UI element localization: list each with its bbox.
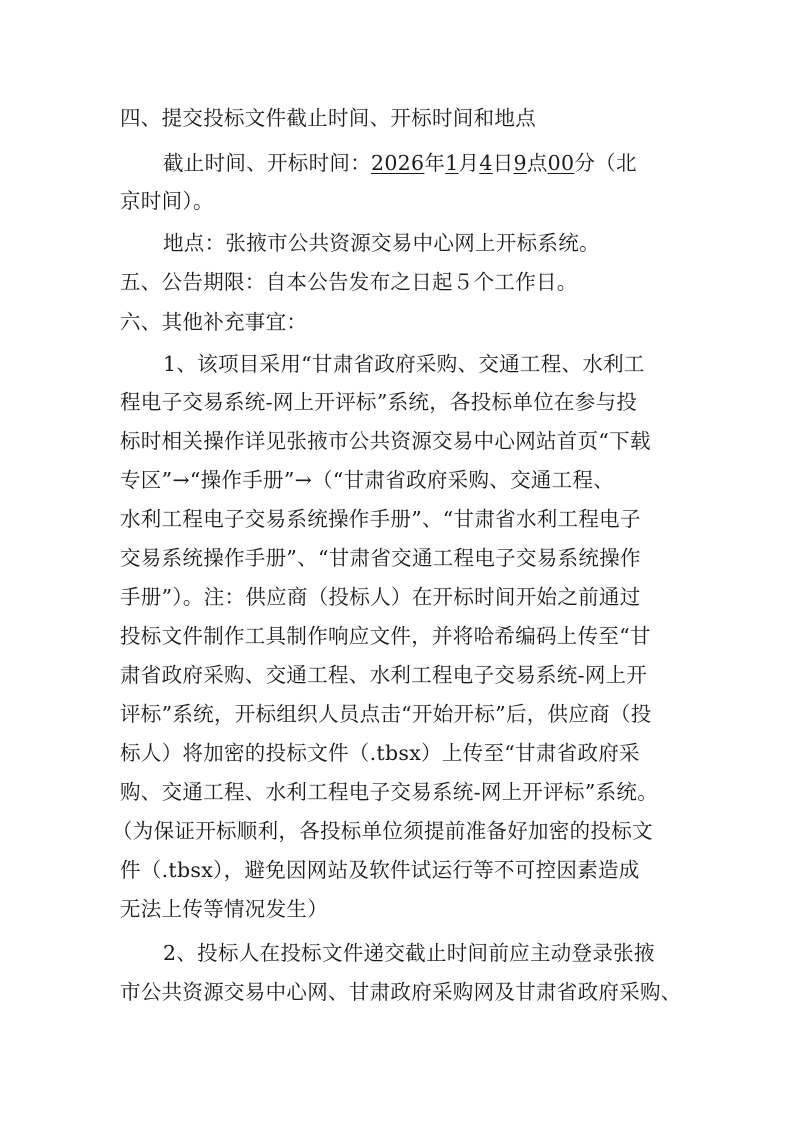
deadline-year: 2026 — [371, 151, 425, 175]
deadline-minute-unit: 分（北 — [574, 151, 637, 175]
paragraph-line: 投标文件制作工具制作响应文件，并将哈希编码上传至“甘 — [120, 624, 651, 648]
paragraph-line: 手册”）。注：供应商（投标人）在开标时间开始之前通过 — [120, 585, 641, 609]
deadline-label: 截止时间、开标时间： — [163, 151, 371, 175]
deadline-hour: 9 — [513, 151, 527, 175]
paragraph-line: 2、投标人在投标文件递交截止时间前应主动登录张掖 — [163, 941, 655, 965]
paragraph-line: （为保证开标顺利，各投标单位须提前准备好加密的投标文 — [112, 819, 653, 843]
deadline-hour-unit: 点 — [526, 151, 548, 175]
paragraph-line: 标人）将加密的投标文件（.tbsx）上传至“甘肃省政府采 — [120, 741, 640, 765]
deadline-month-unit: 月 — [458, 151, 480, 175]
deadline-line-2: 京时间）。 — [120, 189, 214, 213]
paragraph-line: 交易系统操作手册”、“甘肃省交通工程电子交易系统操作 — [120, 546, 641, 570]
paragraph-line: 专区”→“操作手册”→（“甘肃省政府采购、交通工程、 — [120, 468, 615, 492]
paragraph-line: 1、该项目采用“甘肃省政府采购、交通工程、水利工 — [163, 352, 645, 376]
paragraph-line: 市公共资源交易中心网、甘肃政府采购网及甘肃省政府采购、 — [120, 980, 682, 1004]
paragraph-line: 评标”系统，开标组织人员点击“开始开标”后，供应商（投 — [120, 702, 652, 726]
section-4-heading: 四、提交投标文件截止时间、开标时间和地点 — [120, 106, 536, 130]
deadline-day: 4 — [479, 151, 493, 175]
paragraph-line: 肃省政府采购、交通工程、水利工程电子交易系统-网上开 — [120, 663, 648, 687]
paragraph-line: 标时相关操作详见张掖市公共资源交易中心网站首页“下载 — [120, 429, 651, 453]
deadline-day-unit: 日 — [492, 151, 514, 175]
section-5-heading: 五、公告期限：自本公告发布之日起５个工作日。 — [120, 270, 578, 294]
location-line: 地点：张掖市公共资源交易中心网上开标系统。 — [163, 231, 600, 255]
section-6-heading: 六、其他补充事宜： — [120, 310, 308, 334]
paragraph-line: 程电子交易系统-网上开评标”系统，各投标单位在参与投 — [120, 390, 638, 414]
paragraph-line: 无法上传等情况发生） — [120, 897, 328, 921]
deadline-month: 1 — [445, 151, 459, 175]
deadline-year-unit: 年 — [424, 151, 446, 175]
paragraph-line: 件（.tbsx），避免因网站及软件试运行等不可控因素造成 — [120, 858, 640, 882]
paragraph-line: 水利工程电子交易系统操作手册”、“甘肃省水利工程电子 — [120, 507, 641, 531]
deadline-line — [163, 148, 637, 178]
paragraph-line: 购、交通工程、水利工程电子交易系统-网上开评标”系统。 — [120, 780, 659, 804]
deadline-minute: 00 — [547, 151, 575, 175]
